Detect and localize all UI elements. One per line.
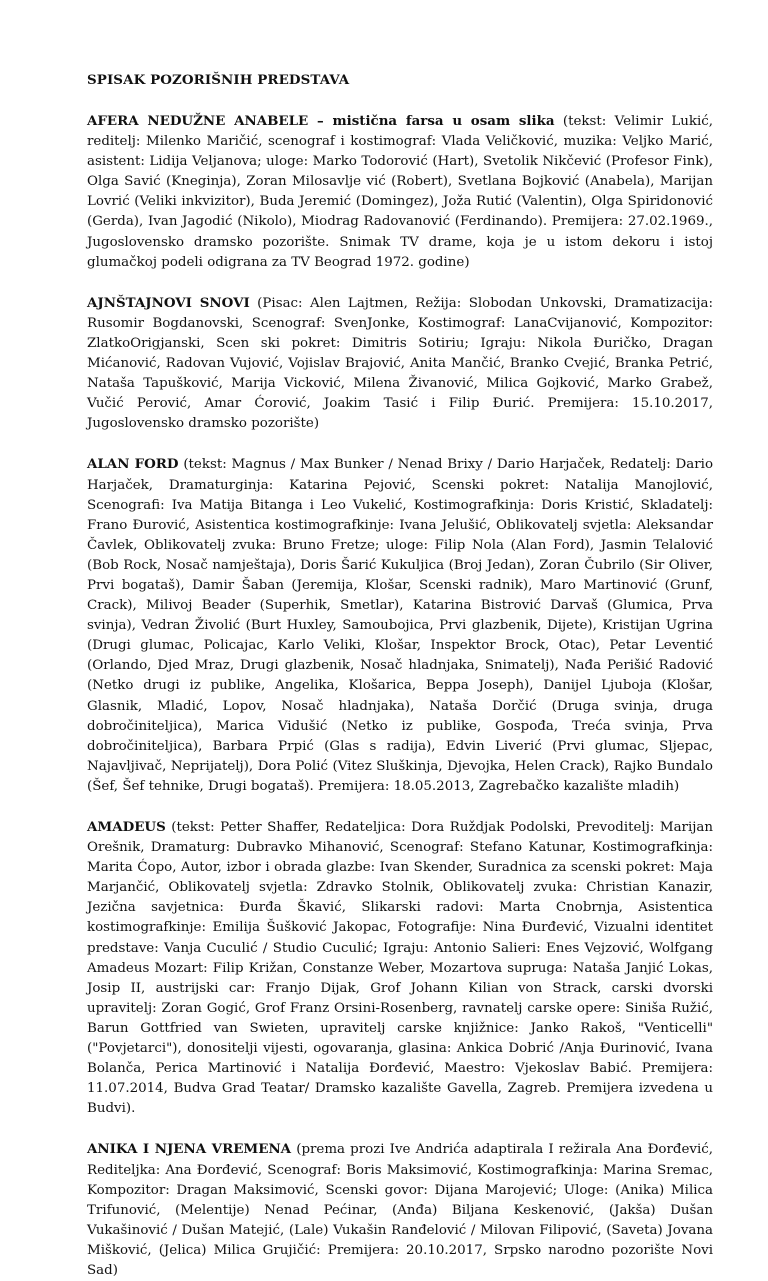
play-entry [87,293,713,435]
play-title: ALAN FORD [87,456,179,473]
play-entry [87,1139,713,1281]
play-details: (tekst: Magnus / Max Bunker / Nenad Brixy / Dario Harjaček, Redatelj: Dario Harjaček, Dramaturginja: Katarina Pejović, Scenski pokret: Natalija Manojlović, Scenografi: Iva Matija Bitanga i Leo Vukelić, Kostimografkinja: Doris Kristić, Skladatelj: Frano Đurović, Asistentica kostimografkinje: Ivana Jelušić, Oblikovatelj svjetla: Aleksandar Čavlek, Oblikovatelj zvuka: Bruno Fretze; uloge: Filip Nola (Alan Ford), Jasmin Telalović (Bob Rock, Nosač namještaja), Doris Šarić Kukuljica (Broj Jedan), Zoran Čubrilo (Sir Oliver, Prvi bogataš), Damir Šaban (Jeremija, Klošar, Scenski radnik), Maro Martinović (Grunf, Crack), Milivoj Beader (Superhik, Smetlar), Katarina Bistrović Darvaš (Glumica, Prva svinja), Vedran Živolić (Burt Huxley, Samoubojica, Prvi glazbenik, Dijete), Kristijan Ugrina (Drugi glumac, Policajac, Karlo Veliki, Klošar, Inspektor Brock, Otac), Petar Leventić (Orlando, Djed Mraz, Drugi glazbenik, Nosač hladnjaka, Snimatelj), Nađa Perišić Radović (Netko drugi iz publike, Angelika, Klošarica, Beppa Joseph), Danijel Ljuboja (Klošar, Glasnik, Mladić, Lopov, Nosač hladnjaka), Nataša Dorčić (Druga svinja, druga dobročiniteljica), Marica Vidušić (Netko iz publike, Gospođa, Treća svinja, Prva dobročiniteljica), Barbara Prpić (Glas s radija), Edvin Liverić (Prvi glumac, Sljepac, Najavljivač, Neprijatelj), Dora Polić (Vitez Sluškinja, Djevojka, Helen Crack), Rajko Bundalo (Šef, Šef tehnike, Drugi bogataš). Premijera: 18.05.2013, Zagrebačko kazalište mladih) [87,457,714,794]
play-title: AFERA NEDUŽNE ANABELE [87,113,309,129]
play-entry [87,454,713,797]
play-title: AJNŠTAJNOVI SNOVI [87,294,250,311]
play-entry [87,817,713,1119]
document-title: SPISAK POZORIŠNIH PREDSTAVA [87,72,350,88]
play-details: (Pisac: Alen Lajtmen, Režija: Slobodan Unkovski, Dramatizacija: Rusomir Bogdanovski, Scenograf: SvenJonke, Kostimograf: LanaCvijanović, Kompozitor: ZlatkoOrigjanski, Scen ski pokret: Dimitris Sotiriu; Igraju: Nikola Đuričko, Dragan Mićanović, Radovan Vujović, Vojislav Brajović, Anita Mančić, Branko Cvejić, Branka Petrić, Nataša Tapušković, Marija Vicković, Milena Živanović, Milica Gojković, Marko Grabež, Vučić Perović, Amar Ćorović, Joakim Tasić i Filip Đurić. Premijera: 15.10.2017, Jugoslovensko dramsko pozorište) [87,295,713,432]
play-title: ANIKA I NJENA VREMENA [87,1141,292,1158]
play-subtitle: – mistična farsa u osam slika [308,113,555,129]
play-entry [87,111,713,273]
play-title: AMADEUS [87,819,166,835]
play-details: (tekst: Petter Shaffer, Redateljica: Dora Ruždjak Podolski, Prevoditelj: Marijan Orešnik, Dramaturg: Dubravko Mihanović, Scenograf: Stefano Katunar, Kostimografkinja: Marita Ćopo, Autor, izbor i obrada glazbe: Ivan Skender, Suradnica za scenski pokret: Maja Marjančić, Oblikovatelj svjetla: Zdravko Stolnik, Oblikovatelj zvuka: Christian Kanazir, Jezična savjetnica: Đurđa Škavić, Slikarski radovi: Marta Cnobrnja, Asistentica kostimografkinje: Emilija Šušković Jakopac, Fotografije: Nina Đurđević, Vizualni identitet predstave: Vanja Cuculić / Studio Cuculić; Igraju: Antonio Salieri: Enes Vejzović, Wolfgang Amadeus Mozart: Filip Križan, Constanze Weber, Mozartova supruga: Nataša Janjić Lokas, Josip II, austrijski car: Franjo Dijak, Grof Johann Kilian von Strack, carski dvorski upravitelj: Zoran Gogić, Grof Franz Orsini-Rosenberg, ravnatelj carske opere: Siniša Ružić, Barun Gottfried van Swieten, upravitelj carske knjižnice: Janko Rakoš, "Venticelli" ("Povjetarci"), donositelji vijesti, ogovaranja, glasina: Ankica Dobrić /Anja Đurinović, Ivana Bolanča, Perica Martinović i Natalija Đorđević, Maestro: Vjekoslav Babić. Premijera: 11.07.2014, Budva Grad Teatar/ Dramsko kazalište Gavella, Zagreb. Premijera izvedena u Budvi). [87,820,713,1117]
play-details: (prema prozi Ive Andrića adaptirala I režirala Ana Đorđević, Rediteljka: Ana Đorđević, Scenograf: Boris Maksimović, Kostimografkinja: Marina Sremac, Kompozitor: Dragan Maksimović, Scenski govor: Dijana Marojević; Uloge: (Anika) Milica Trifunović, (Melentije) Nenad Pećinar, (Anđa) Biljana Keskenović, (Jakša) Dušan Vukašinović / Dušan Matejić, (Lale) Vukašin Ranđelović / Milovan Filipović, (Saveta) Jovana Mišković, (Jelica) Milica Grujičić: Premijera: 20.10.2017, Srpsko narodno pozorište Novi Sad) [87,1142,713,1278]
play-details: (tekst: Velimir Lukić, reditelj: Milenko Maričić, scenograf i kostimograf: Vlada Veličković, muzika: Veljko Marić, asistent: Lidija Veljanova; uloge: Marko Todorović (Hart), Svetolik Nikčević (Profesor Fink), Olga Savić (Kneginja), Zoran Milosavlje vić (Robert), Svetlana Bojković (Anabela), Marijan Lovrić (Veliki inkvizitor), Buda Jeremić (Domingez), Joža Rutić (Valentin), Olga Spiridonović (Gerda), Ivan Jagodić (Nikolo), Miodrag Radovanović (Ferdinando). Premijera: 27.02.1969., Jugoslovensko dramsko pozorište. Snimak TV drame, koja je u istom dekoru i istoj glumačkoj podeli odigrana za TV Beograd 1972. godine) [87,114,713,270]
